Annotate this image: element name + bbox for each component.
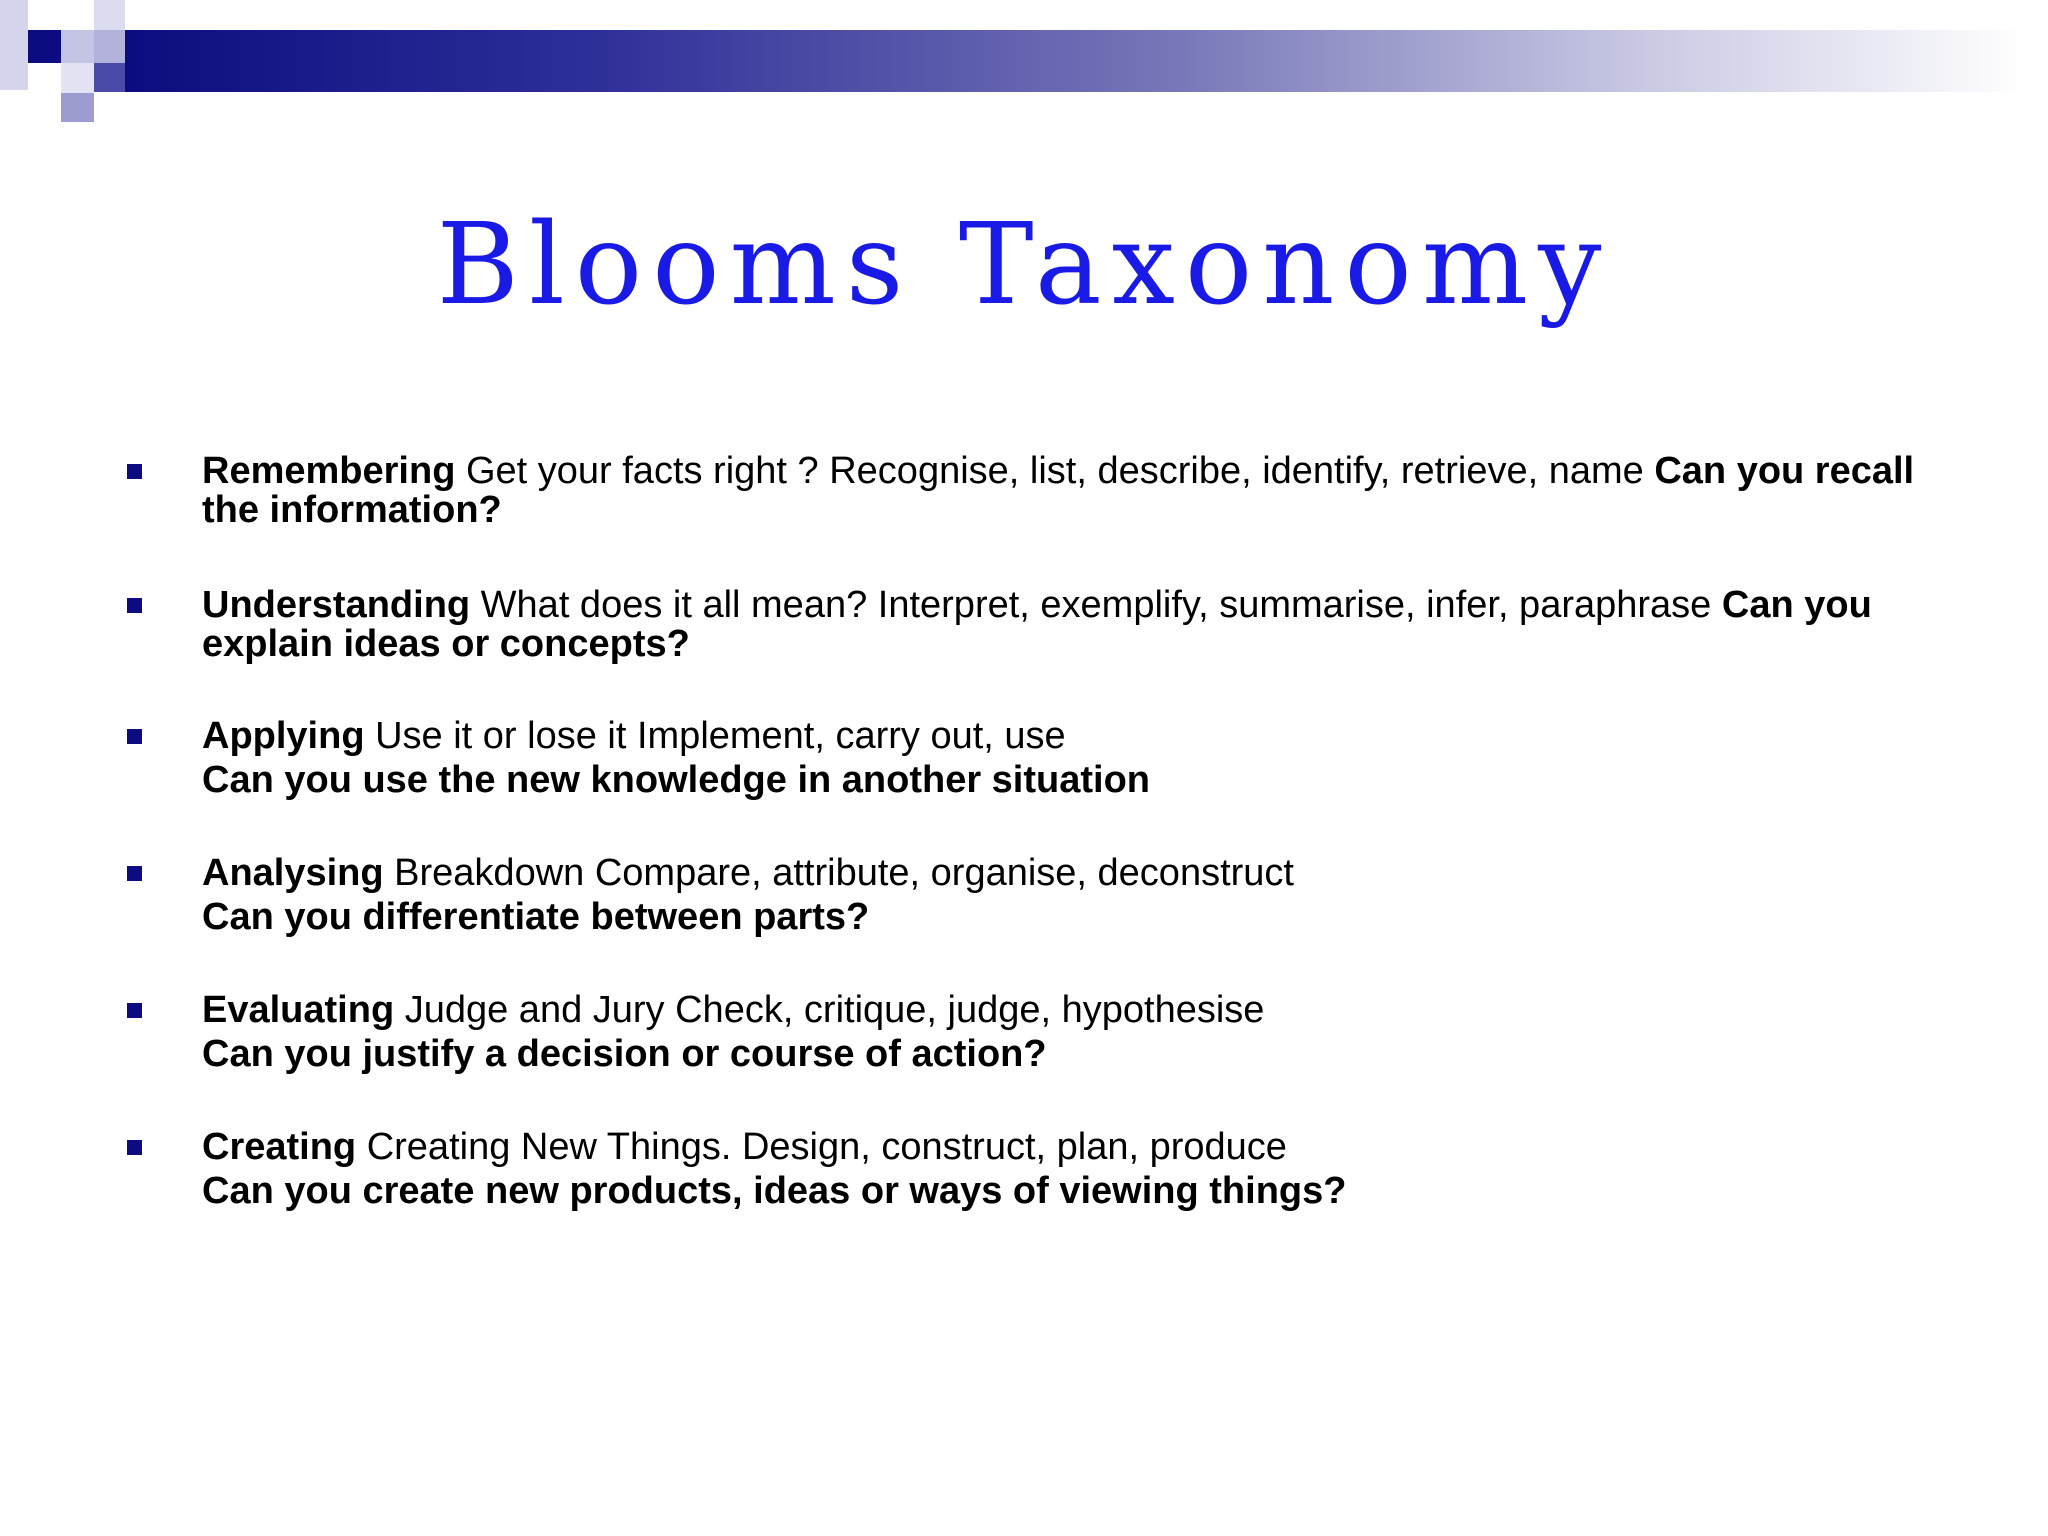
bullet-question: Can you differentiate between parts? — [202, 896, 870, 938]
header-gradient-bar — [125, 30, 2025, 92]
decor-square — [61, 93, 94, 122]
decor-square — [94, 0, 125, 30]
bullet-question: Can you create new products, ideas or ways of viewing things? — [202, 1170, 1347, 1212]
bullet-question: Can you recall the information? — [202, 450, 1915, 531]
bullet-description: What does it all mean? Interpret, exemplify, summarise, infer, paraphrase — [470, 584, 1722, 626]
square-bullet-icon — [127, 1003, 142, 1018]
bullet-description: Use it or lose it Implement, carry out, use — [364, 715, 1066, 757]
bullet-item-understanding — [125, 586, 1925, 664]
bullet-term: Applying — [202, 715, 365, 757]
square-bullet-icon — [127, 1140, 142, 1155]
bullet-item-analysing — [125, 854, 1925, 941]
square-bullet-icon — [127, 866, 142, 881]
bullet-term: Understanding — [202, 584, 471, 626]
square-bullet-icon — [127, 464, 142, 479]
bullet-item-remembering — [125, 452, 1925, 530]
decor-square — [61, 63, 94, 93]
square-bullet-icon — [127, 729, 142, 744]
bullet-question: Can you use the new knowledge in another situation — [202, 759, 1150, 801]
bullet-description: Creating New Things. Design, construct, plan, produce — [356, 1126, 1287, 1168]
bullet-list — [125, 452, 1925, 1273]
bullet-description: Get your facts right ? Recognise, list, describe, identify, retrieve, name — [455, 450, 1655, 492]
square-bullet-icon — [127, 598, 142, 613]
bullet-term: Analysing — [202, 852, 384, 894]
bullet-item-evaluating — [125, 991, 1925, 1078]
bullet-question: Can you justify a decision or course of action? — [202, 1033, 1047, 1075]
bullet-description: Breakdown Compare, attribute, organise, deconstruct — [383, 852, 1294, 894]
bullet-term: Evaluating — [202, 989, 395, 1031]
decor-square — [61, 30, 94, 63]
bullet-description: Judge and Jury Check, critique, judge, hypothesise — [394, 989, 1265, 1031]
decor-square — [94, 63, 125, 92]
decor-square — [28, 30, 61, 63]
decor-square — [0, 0, 28, 90]
bullet-term: Creating — [202, 1126, 357, 1168]
bullet-item-applying — [125, 717, 1925, 804]
slide-title: Blooms Taxonomy — [436, 200, 1612, 330]
bullet-item-creating — [125, 1128, 1925, 1215]
bullet-term: Remembering — [202, 450, 456, 492]
decor-square — [94, 30, 125, 63]
bullet-question: Can you explain ideas or concepts? — [202, 584, 1872, 665]
